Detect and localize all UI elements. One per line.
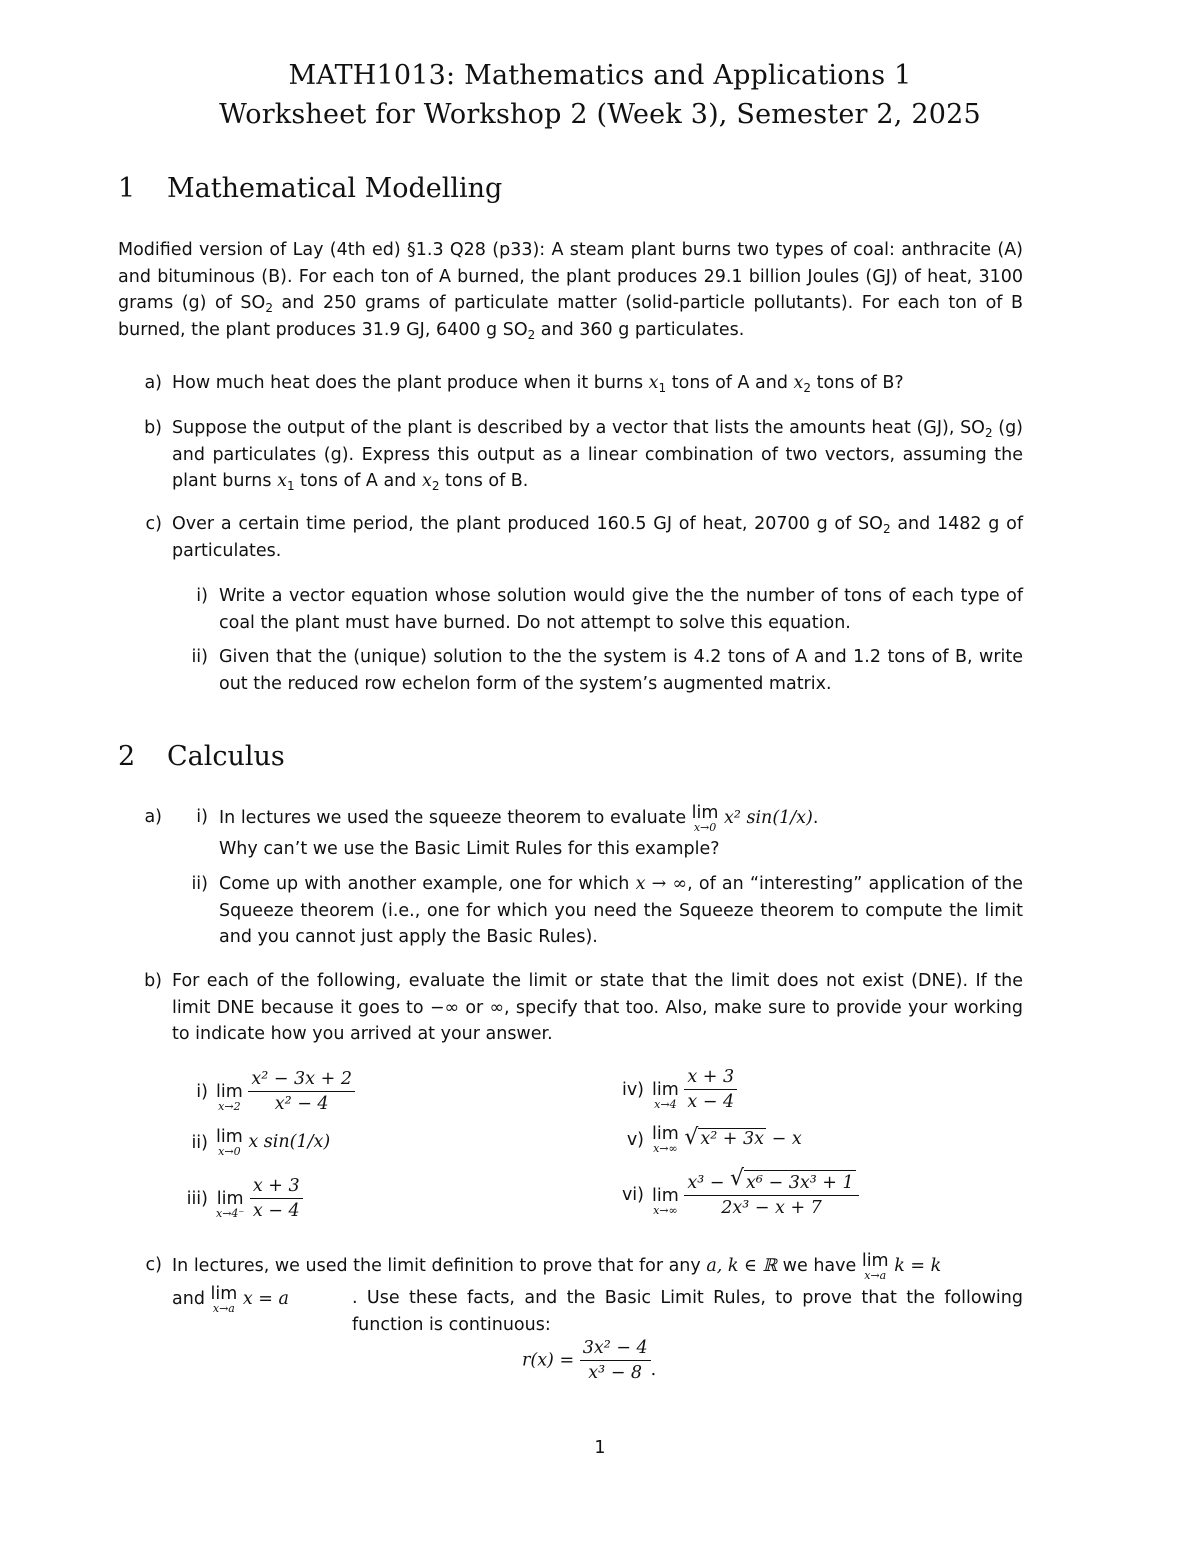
question-text [219,804,1023,833]
section-1-intro [118,237,1023,343]
question-text: Why can’t we use the Basic Limit Rules for this example? [219,839,720,859]
math-expression: r(x) = [522,1350,580,1371]
fraction [580,1336,651,1385]
question-label: i) [196,807,208,827]
subscript: 1 [286,479,295,493]
text-run: (g) and particulates (g). Express this output as a linear combination of two vectors, assuming the plant burns [172,418,1024,491]
lim-word: lim [216,1082,243,1102]
denominator: x − 4 [687,1092,735,1112]
lim-word: lim [861,1251,889,1271]
lim-word: lim [652,1185,679,1206]
subscript: 1 [658,381,667,395]
limit-iv [600,1065,737,1114]
limit-v [600,1125,802,1154]
math-expression: x² sin(1/x) [724,808,813,828]
section-title: Calculus [167,741,285,772]
radicand: x⁶ − 3x³ + 1 [744,1170,856,1195]
question-text: Write a vector equation whose solution would give the the number of tons of each type of coal the plant must have burned. Do not attempt to solve this equation. [219,586,1023,633]
limit-iii [160,1174,303,1223]
text-run: and [172,1289,211,1309]
fraction [684,1065,737,1114]
math-expression: x sin(1/x) [248,1132,331,1152]
question-label: b) [144,418,162,438]
lim-subscript: x→2 [218,1100,241,1113]
page-number: 1 [594,1438,606,1458]
limit-operator [216,1128,243,1157]
function-r [522,1336,656,1385]
lim-word: lim [691,803,719,823]
square-root [684,1128,766,1149]
limit-label: vi) [621,1185,644,1205]
denominator: x − 4 [252,1201,300,1221]
fraction [684,1170,858,1220]
question-text [172,370,1023,397]
limit-label: ii) [191,1132,208,1153]
fraction [250,1174,303,1223]
section-number: 2 [118,741,136,772]
section-1-heading [118,173,502,204]
text-run: . [812,808,819,828]
variable: x [648,373,659,393]
question-label: i) [196,586,208,606]
question-label: a) [144,807,162,827]
subscript: 2 [984,426,993,440]
text-run: Over a certain time period, the plant produced 160.5 GJ of heat, 20700 g of SO [172,514,883,534]
limit-i [160,1067,355,1116]
question-text: . Use these facts, and the Basic Limit Rules, to prove that the following function is continuous: [352,1288,1023,1335]
variable: x [793,373,804,393]
fraction [248,1067,355,1116]
lim-subscript: x→∞ [653,1142,678,1155]
text-run: In lectures we used the squeeze theorem to evaluate [219,808,692,828]
lim-subscript: x→∞ [653,1203,678,1217]
denominator: x³ − 8 [588,1363,643,1383]
lim-subscript: x→0 [693,821,717,834]
intro-text: and 250 grams of particulate matter (solid-particle pollutants). For each ton of B burned, the plant produces 31.9 GJ, 6400 g SO [118,293,1023,340]
limit-operator [652,1081,679,1110]
math-expression: x → ∞ [635,874,688,894]
lim-subscript: x→4 [654,1098,677,1111]
numerator: 3x² − 4 [580,1336,651,1361]
text-run: In lectures, we used the limit definition to prove that for any [172,1256,707,1276]
question-label: ii) [191,874,208,894]
subscript: 2 [265,301,273,315]
question-text: Given that the (unique) solution to the the system is 4.2 tons of A and 1.2 tons of B, write out the reduced row echelon form of the system’s augmented matrix. [219,647,1023,694]
intro-text: Modified version of Lay (4th ed) §1.3 Q28 (p33): A steam plant burns two types of coal: anthracite (A) and bituminous (B). For each ton of A burned, the plant produces 29.1 billion Joules (GJ) of heat, 3100 grams (g) of SO [118,240,1023,313]
worksheet-title: Worksheet for Workshop 2 (Week 3), Semester 2, 2025 [219,99,981,130]
question-text: For each of the following, evaluate the limit or state that the limit does not exist (DNE). If the limit DNE because it goes to −∞ or ∞, specify that too. Also, make sure to provide your working to indicate how you arrived at your answer. [172,971,1023,1044]
subscript: 2 [803,381,812,395]
numerator: x² − 3x + 2 [248,1067,355,1092]
question-2c [0,1252,1200,1342]
question-label: c) [145,1255,162,1275]
limit-operator [652,1187,679,1216]
section-title: Mathematical Modelling [167,173,503,204]
limit-label: v) [626,1129,644,1150]
text-run: we have [777,1256,862,1276]
lim-subscript: x→0 [218,1145,241,1158]
variable: x [421,471,432,491]
section-number: 1 [118,173,136,204]
question-text [172,415,1023,495]
text-run: How much heat does the plant produce when it burns [172,373,649,393]
lim-word: lim [210,1284,238,1304]
lim-word: lim [216,1127,243,1147]
math-expression: x³ − [687,1173,731,1193]
question-label: c) [145,514,162,534]
denominator: 2x³ − x + 7 [721,1198,822,1218]
limit-operator [692,804,719,833]
math-expression: . [650,1360,657,1380]
text-run: tons of A and [666,373,794,393]
question-label: b) [144,971,162,991]
lim-subscript: x→4⁻ [216,1207,245,1220]
subscript: 2 [431,479,440,493]
limit-label: iii) [186,1188,208,1209]
text-run: and 1482 g of particulates. [172,514,1024,561]
math-expression: − x [766,1129,802,1149]
question-label: a) [144,373,162,393]
question-text [172,511,1023,564]
limit-operator [216,1083,243,1112]
text-run: tons of B. [439,471,529,491]
lim-subscript: x→a [212,1302,235,1315]
question-label: ii) [191,647,208,667]
square-root [730,1170,856,1195]
limit-label: iv) [621,1079,644,1100]
lim-subscript: x→a [864,1269,887,1282]
question-2a [0,804,1200,864]
limit-operator [862,1252,889,1281]
limit-vi [600,1170,859,1220]
subscript: 2 [527,327,536,342]
subscript: 2 [882,522,891,536]
limit-ii [160,1128,330,1157]
lim-word: lim [216,1189,244,1209]
question-text [219,871,1023,951]
text-run: Come up with another example, one for which [219,874,636,894]
math-expression: k = k [894,1256,942,1276]
text-run: tons of B? [811,373,904,393]
limit-label: i) [196,1081,208,1102]
variable: x [277,471,287,491]
denominator: x² − 4 [274,1094,329,1114]
math-expression: x = a [242,1289,289,1309]
text-run: , of an “interesting” application of the Squeeze theorem (i.e., one for which you need the Squeeze theorem to compute the limit and you cannot just apply the Basic Rules). [219,874,1023,947]
numerator: x + 3 [250,1174,303,1199]
intro-text: and 360 g particulates. [535,319,745,340]
course-title: MATH1013: Mathematics and Applications 1 [288,60,912,91]
text-run: Suppose the output of the plant is described by a vector that lists the amounts heat (GJ), SO [172,418,985,438]
limit-operator [216,1190,244,1219]
math-expression: a, k ∈ ℝ [706,1256,778,1276]
text-run: tons of A and [294,471,422,491]
limit-operator [652,1125,679,1154]
limit-operator [211,1285,238,1314]
radicand: x² + 3x [700,1129,765,1149]
lim-word: lim [652,1080,679,1100]
lim-word: lim [652,1124,679,1144]
section-2-heading [118,741,285,772]
numerator [684,1170,858,1196]
numerator: x + 3 [684,1065,737,1090]
question-text [172,1252,1023,1281]
